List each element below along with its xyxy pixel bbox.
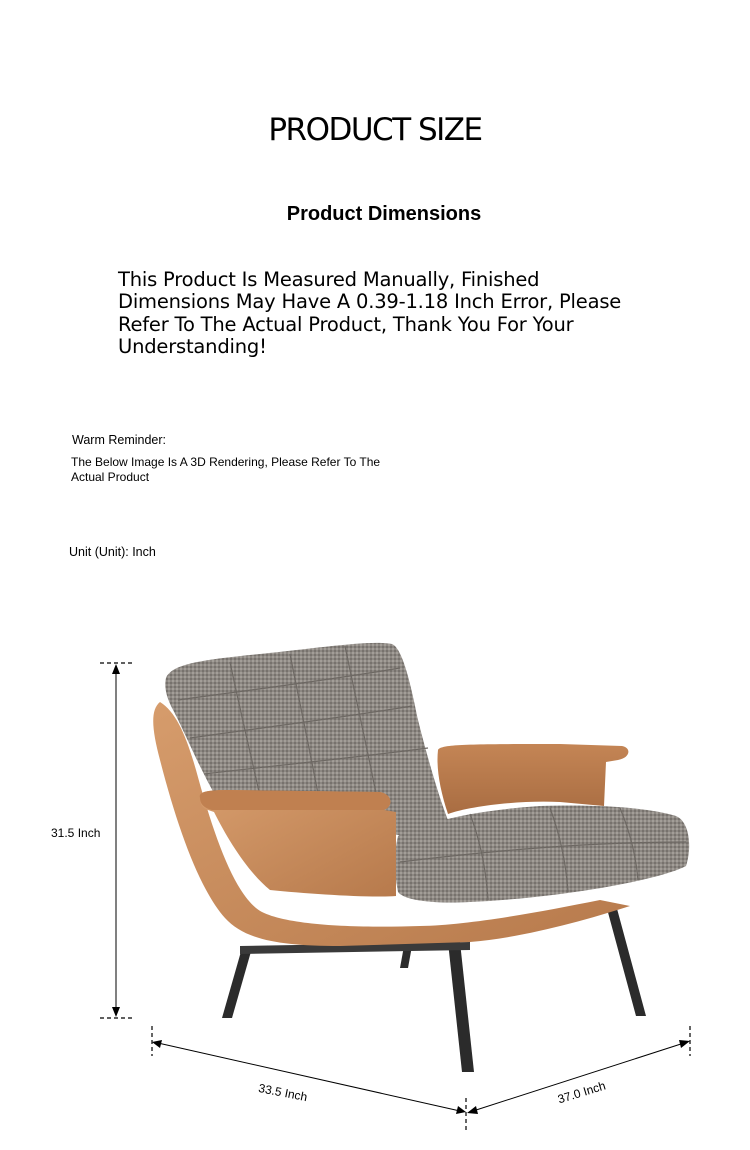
page-title: PRODUCT SIZE <box>268 112 482 148</box>
dimensions-heading: Product Dimensions <box>286 203 482 225</box>
left-armrest-top <box>200 790 391 810</box>
measurement-disclaimer: This Product Is Measured Manually, Finished Dimensions May Have A 0.39-1.18 Inch Error, Please Refer To The Actual Product, Thank You For Your Understanding! <box>118 268 622 359</box>
right-armrest <box>437 744 628 814</box>
warm-reminder-text: The Below Image Is A 3D Rendering, Please Refer To The Actual Product <box>71 455 381 484</box>
depth-dimension-label: 37.0 Inch <box>556 1078 608 1107</box>
height-dimension-label: 31.5 Inch <box>51 826 101 840</box>
unit-label: Unit (Unit): Inch <box>69 545 156 559</box>
warm-reminder-label: Warm Reminder: <box>72 433 166 447</box>
width-dimension-label: 33.5 Inch <box>257 1081 309 1105</box>
